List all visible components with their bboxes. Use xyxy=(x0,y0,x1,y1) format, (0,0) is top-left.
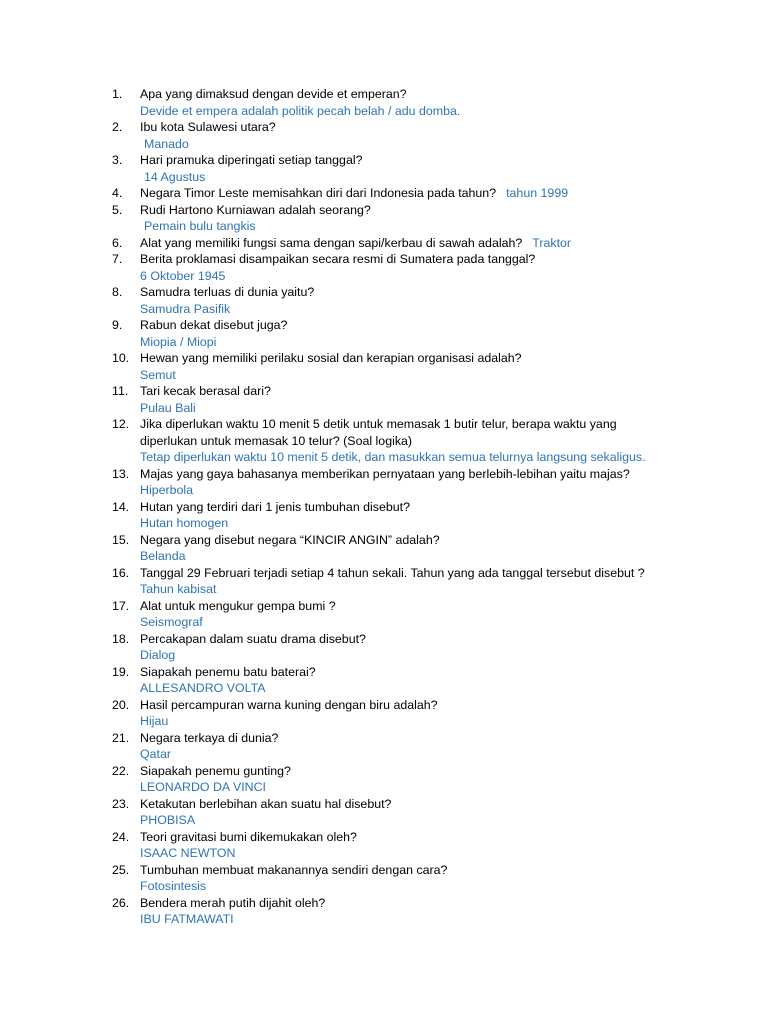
item-number: 19. xyxy=(112,664,130,679)
answer-text: ISAAC NEWTON xyxy=(140,846,236,860)
question-text: Hari pramuka diperingati setiap tanggal? xyxy=(140,153,363,167)
item-number: 22. xyxy=(112,763,130,778)
question-text: Majas yang gaya bahasanya memberikan pernyataan yang berlebih-lebihan yaitu majas? xyxy=(140,466,630,481)
item-number: 2. xyxy=(112,120,123,134)
answer-text: LEONARDO DA VINCI xyxy=(140,780,266,794)
question-text: Negara yang disebut negara “KINCIR ANGIN” adalah? xyxy=(140,532,440,547)
answer-text: Pulau Bali xyxy=(140,400,196,415)
qa-item-13 xyxy=(112,466,732,499)
answer-text: Hijau xyxy=(140,714,169,728)
question-text: Alat yang memiliki fungsi sama dengan sapi/kerbau di sawah adalah? xyxy=(140,235,523,250)
item-number: 5. xyxy=(112,202,123,217)
answer-text: Samudra Pasifik xyxy=(140,301,231,316)
item-number: 11. xyxy=(112,384,129,398)
question-text: Tari kecak berasal dari? xyxy=(140,384,271,398)
item-number: 13. xyxy=(112,466,130,481)
answer-text: Pemain bulu tangkis xyxy=(144,219,256,233)
question-text: Hutan yang terdiri dari 1 jenis tumbuhan disebut? xyxy=(140,499,411,514)
qa-item-12 xyxy=(112,416,732,466)
question-text: Berita proklamasi disampaikan secara resmi di Sumatera pada tanggal? xyxy=(140,252,536,266)
question-line xyxy=(140,185,732,202)
item-number: 16. xyxy=(112,565,130,580)
item-number: 8. xyxy=(112,285,123,299)
question-text: Tanggal 29 Februari terjadi setiap 4 tahun sekali. Tahun yang ada tanggal tersebut disebut ? xyxy=(140,565,645,580)
item-number: 17. xyxy=(112,598,130,613)
question-text: Ibu kota Sulawesi utara? xyxy=(140,120,276,134)
answer-text: Tetap diperlukan waktu 10 menit 5 detik, dan masukkan semua telurnya langsung sekaligus. xyxy=(140,450,646,464)
qa-item-10 xyxy=(112,350,732,383)
answer-text: Tahun kabisat xyxy=(140,582,217,596)
qa-item-22 xyxy=(112,763,732,796)
item-number: 12. xyxy=(112,417,130,431)
qa-item-25 xyxy=(112,862,732,895)
answer-text: Qatar xyxy=(140,747,171,761)
answer-text: Dialog xyxy=(140,648,176,662)
answer-text: tahun 1999 xyxy=(506,186,569,200)
item-number: 21. xyxy=(112,730,130,745)
question-text: Rudi Hartono Kurniawan adalah seorang? xyxy=(140,202,371,217)
item-number: 7. xyxy=(112,252,123,266)
answer-text: 6 Oktober 1945 xyxy=(140,268,226,283)
item-number: 3. xyxy=(112,153,123,167)
question-text: Negara Timor Leste memisahkan diri dari Indonesia pada tahun? xyxy=(140,186,497,200)
qa-item-9 xyxy=(112,317,732,350)
answer-text: Fotosintesis xyxy=(140,879,207,893)
qa-item-21 xyxy=(112,730,732,763)
answer-text: 14 Agustus xyxy=(144,169,206,184)
item-number: 15. xyxy=(112,532,130,547)
answer-text: Manado xyxy=(144,136,189,151)
answer-text: Miopia / Miopi xyxy=(140,334,217,349)
qa-item-1 xyxy=(112,86,732,119)
question-text: Tumbuhan membuat makanannya sendiri dengan cara? xyxy=(140,862,448,877)
item-number: 26. xyxy=(112,895,130,910)
qa-item-7 xyxy=(112,251,732,284)
question-text: Bendera merah putih dijahit oleh? xyxy=(140,895,326,910)
qa-item-16 xyxy=(112,565,732,598)
qa-item-20 xyxy=(112,697,732,730)
qa-item-2 xyxy=(112,119,732,152)
question-text: Siapakah penemu gunting? xyxy=(140,763,291,778)
qa-item-11 xyxy=(112,383,732,416)
question-text: Siapakah penemu batu baterai? xyxy=(140,664,316,679)
question-text-line2: diperlukan untuk memasak 10 telur? (Soal logika) xyxy=(140,433,413,448)
qa-item-4 xyxy=(112,185,732,202)
answer-text: Hutan homogen xyxy=(140,516,229,530)
item-number: 18. xyxy=(112,631,130,646)
question-text: Hasil percampuran warna kuning dengan biru adalah? xyxy=(140,697,438,712)
question-text: Negara terkaya di dunia? xyxy=(140,730,279,745)
qa-item-24 xyxy=(112,829,732,862)
question-text: Jika diperlukan waktu 10 menit 5 detik untuk memasak 1 butir telur, berapa waktu yang xyxy=(140,417,617,431)
question-line xyxy=(140,235,732,252)
question-text: Teori gravitasi bumi dikemukakan oleh? xyxy=(140,829,357,844)
qa-item-5 xyxy=(112,202,732,235)
qa-item-18 xyxy=(112,631,732,664)
qa-item-26 xyxy=(112,895,732,928)
item-number: 10. xyxy=(112,351,130,365)
item-number: 20. xyxy=(112,697,130,712)
question-text: Apa yang dimaksud dengan devide et emperan? xyxy=(140,87,407,101)
item-number: 24. xyxy=(112,829,130,844)
qa-item-3 xyxy=(112,152,732,185)
qa-item-17 xyxy=(112,598,732,631)
question-answer-list xyxy=(112,86,732,928)
answer-text: Semut xyxy=(140,367,176,382)
question-text: Hewan yang memiliki perilaku sosial dan kerapian organisasi adalah? xyxy=(140,351,522,365)
item-number: 23. xyxy=(112,796,130,811)
answer-text: PHOBISA xyxy=(140,813,196,827)
question-text: Alat untuk mengukur gempa bumi ? xyxy=(140,598,336,613)
item-number: 6. xyxy=(112,235,123,250)
question-text: Percakapan dalam suatu drama disebut? xyxy=(140,631,366,646)
qa-item-8 xyxy=(112,284,732,317)
answer-text: ALLESANDRO VOLTA xyxy=(140,681,266,695)
answer-text: Seismograf xyxy=(140,615,203,629)
answer-text: Hiperbola xyxy=(140,483,194,497)
item-number: 9. xyxy=(112,318,123,332)
question-text: Samudra terluas di dunia yaitu? xyxy=(140,285,315,299)
item-number: 1. xyxy=(112,87,123,101)
answer-text: Belanda xyxy=(140,549,186,563)
qa-item-23 xyxy=(112,796,732,829)
qa-item-6 xyxy=(112,235,732,252)
answer-text: Traktor xyxy=(532,235,572,250)
qa-item-19 xyxy=(112,664,732,697)
qa-item-14 xyxy=(112,499,732,532)
question-text: Ketakutan berlebihan akan suatu hal disebut? xyxy=(140,796,392,811)
item-number: 14. xyxy=(112,499,130,514)
answer-text: IBU FATMAWATI xyxy=(140,912,234,926)
answer-text: Devide et empera adalah politik pecah belah / adu domba. xyxy=(140,103,461,118)
qa-item-15 xyxy=(112,532,732,565)
item-number: 25. xyxy=(112,862,130,877)
item-number: 4. xyxy=(112,186,123,200)
question-text: Rabun dekat disebut juga? xyxy=(140,318,288,332)
